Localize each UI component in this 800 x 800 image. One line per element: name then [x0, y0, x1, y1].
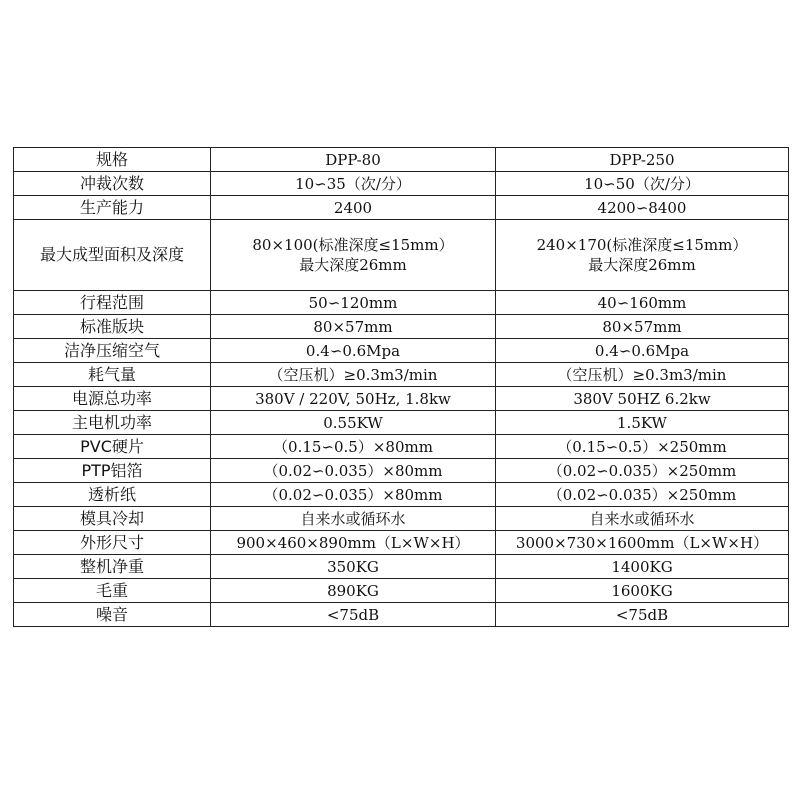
- table-row: [14, 603, 789, 627]
- row-value-model-2: [496, 291, 789, 315]
- row-value-model-1: [211, 220, 496, 291]
- row-value-model-1: [211, 339, 496, 363]
- cell-text-line: 890KG: [327, 581, 379, 600]
- spec-table: [13, 147, 789, 627]
- table-row: [14, 339, 789, 363]
- cell-text-line: 350KG: [327, 557, 379, 576]
- row-value-model-1: [211, 363, 496, 387]
- table-row: [14, 220, 789, 291]
- row-value-model-2: [496, 315, 789, 339]
- row-value-model-1: [211, 555, 496, 579]
- row-value-model-2: [496, 507, 789, 531]
- spec-table-body: [14, 148, 789, 627]
- cell-text-line: 自来水或循环水: [300, 509, 406, 528]
- row-label: 行程范围: [14, 291, 211, 315]
- row-label: 电源总功率: [14, 387, 211, 411]
- cell-text-line: 4200∽8400: [597, 198, 687, 217]
- cell-text-line: 380V 50HZ 6.2kw: [573, 389, 711, 408]
- row-value-model-1: [211, 531, 496, 555]
- row-value-model-2: [496, 172, 789, 196]
- cell-text-line: （空压机）≥0.3m3/min: [557, 365, 727, 384]
- row-label: PTP铝箔: [14, 459, 211, 483]
- cell-text-line: 80×100(标准深度≤15mm）: [252, 236, 454, 254]
- row-label: 最大成型面积及深度: [14, 220, 211, 291]
- table-row: [14, 555, 789, 579]
- cell-text-line: 自来水或循环水: [589, 509, 695, 528]
- row-value-model-1: [211, 387, 496, 411]
- row-label: PVC硬片: [14, 435, 211, 459]
- cell-text-line: 80×57mm: [313, 317, 393, 336]
- row-value-model-2: [496, 531, 789, 555]
- cell-text-line: 0.55KW: [323, 413, 383, 432]
- row-value-model-1: [211, 172, 496, 196]
- cell-text-line: 50∽120mm: [308, 293, 398, 312]
- row-value-model-1: [211, 435, 496, 459]
- cell-text-line: 1600KG: [611, 581, 673, 600]
- row-label: 主电机功率: [14, 411, 211, 435]
- row-label: 标准版块: [14, 315, 211, 339]
- cell-text-line: 240×170(标准深度≤15mm）: [536, 236, 748, 254]
- row-value-model-2: [496, 220, 789, 291]
- table-row: [14, 291, 789, 315]
- row-label: 模具冷却: [14, 507, 211, 531]
- cell-text-line: 80×57mm: [602, 317, 682, 336]
- cell-text-line: （0.15∽0.5）×250mm: [557, 437, 727, 456]
- row-value-model-2: [496, 196, 789, 220]
- table-row: [14, 315, 789, 339]
- cell-text-line: <75dB: [326, 605, 380, 624]
- row-value-model-1: [211, 459, 496, 483]
- header-model-2: DPP-250: [496, 148, 789, 172]
- cell-text-line: 10∽35（次/分）: [295, 174, 411, 193]
- row-value-model-2: [496, 459, 789, 483]
- row-value-model-1: [211, 603, 496, 627]
- row-label: 透析纸: [14, 483, 211, 507]
- table-row: [14, 483, 789, 507]
- row-value-model-1: [211, 579, 496, 603]
- table-row: [14, 172, 789, 196]
- row-label: 生产能力: [14, 196, 211, 220]
- cell-text-line: （空压机）≥0.3m3/min: [268, 365, 438, 384]
- row-value-model-2: [496, 339, 789, 363]
- cell-text-line: <75dB: [615, 605, 669, 624]
- table-header-row: [14, 148, 789, 172]
- cell-text-line: 2400: [333, 198, 373, 217]
- header-label-cell: 规格: [14, 148, 211, 172]
- table-row: [14, 507, 789, 531]
- row-value-model-1: [211, 315, 496, 339]
- table-row: [14, 531, 789, 555]
- cell-text-line: 40∽160mm: [597, 293, 687, 312]
- row-label: 毛重: [14, 579, 211, 603]
- cell-text-line: 10∽50（次/分）: [584, 174, 700, 193]
- row-label: 整机净重: [14, 555, 211, 579]
- cell-text-line: （0.02∽0.035）×250mm: [547, 461, 737, 480]
- row-value-model-2: [496, 363, 789, 387]
- cell-text-line: 0.4∽0.6Mpa: [594, 341, 690, 360]
- row-value-model-2: [496, 579, 789, 603]
- row-label: 外形尺寸: [14, 531, 211, 555]
- cell-text-line: 900×460×890mm（L×W×H）: [236, 533, 470, 552]
- row-value-model-2: [496, 603, 789, 627]
- row-value-model-2: [496, 411, 789, 435]
- cell-text-line: （0.02∽0.035）×250mm: [547, 485, 737, 504]
- row-label: 冲裁次数: [14, 172, 211, 196]
- cell-text-line: 3000×730×1600mm（L×W×H）: [515, 533, 769, 552]
- table-row: [14, 435, 789, 459]
- cell-text-line: （0.02∽0.035）×80mm: [263, 461, 443, 480]
- table-row: [14, 411, 789, 435]
- row-value-model-1: [211, 291, 496, 315]
- row-label: 噪音: [14, 603, 211, 627]
- cell-text-line: 最大深度26mm: [299, 256, 407, 274]
- cell-text-line: 0.4∽0.6Mpa: [305, 341, 401, 360]
- row-value-model-2: [496, 555, 789, 579]
- row-value-model-1: [211, 483, 496, 507]
- cell-text-line: 1.5KW: [617, 413, 667, 432]
- cell-text-line: （0.02∽0.035）×80mm: [263, 485, 443, 504]
- table-row: [14, 579, 789, 603]
- row-label: 洁净压缩空气: [14, 339, 211, 363]
- row-value-model-2: [496, 387, 789, 411]
- table-row: [14, 196, 789, 220]
- row-value-model-1: [211, 196, 496, 220]
- cell-text-line: 1400KG: [611, 557, 673, 576]
- row-value-model-2: [496, 435, 789, 459]
- cell-text-line: 380V / 220V, 50Hz, 1.8kw: [255, 389, 451, 408]
- header-model-1: DPP-80: [211, 148, 496, 172]
- table-row: [14, 387, 789, 411]
- row-value-model-1: [211, 411, 496, 435]
- cell-text-line: （0.15∽0.5）×80mm: [273, 437, 433, 456]
- table-row: [14, 363, 789, 387]
- row-value-model-1: [211, 507, 496, 531]
- table-row: [14, 459, 789, 483]
- cell-text-line: 最大深度26mm: [588, 256, 696, 274]
- row-label: 耗气量: [14, 363, 211, 387]
- row-value-model-2: [496, 483, 789, 507]
